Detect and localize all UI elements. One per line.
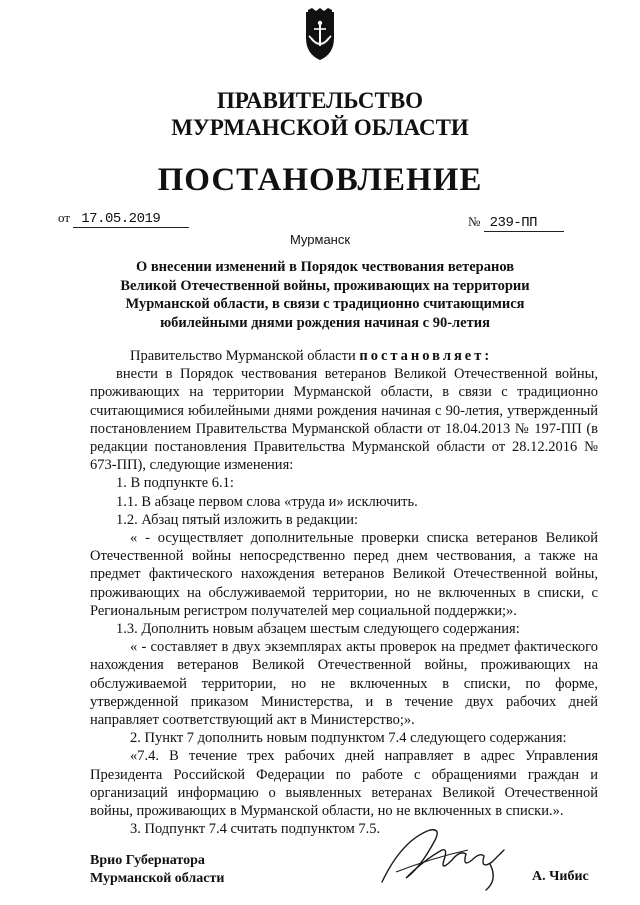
paragraph-6: 1.3. Дополнить новым абзацем шестым следующего содержания: [116,621,520,638]
preamble-emphasis: постановляет: [359,348,493,364]
org-name-line2: МУРМАНСКОЙ ОБЛАСТИ [171,115,469,140]
decree-subject: О внесении изменений в Порядок чествования ветеранов Великой Отечественной войны, проживающих на территории Мурманской области, в связи с традиционно считающимися юбилейными днями рождения начиная с 90-летия [120,259,530,331]
paragraph-9: «7.4. В течение трех рабочих дней направляет в адрес Управления Президента Российской Федерации по работе с обращениями граждан и организаций информацию о выявленных ветеранах Великой Отечественной войны, проживающих в Мурманской области, но не включенных в списки.». [90,748,598,820]
number-value: 239-ПП [484,215,564,232]
coat-of-arms-icon [300,8,340,62]
paragraph-10: 3. Подпункт 7.4 считать подпунктом 7.5. [130,821,381,838]
org-name-line1: ПРАВИТЕЛЬСТВО [216,88,424,113]
paragraph-4: 1.2. Абзац пятый изложить в редакции: [116,511,359,528]
signer-title [90,852,224,888]
signer-name: А. Чибис [532,869,589,884]
preamble [90,347,598,365]
handwritten-signature [372,820,522,892]
decree-title: ПОСТАНОВЛЕНИЕ [157,162,483,198]
paragraph-1: внести в Порядок чествования ветеранов Великой Отечественной войны, проживающих на территории Мурманской области, в связи с традиционно считающимися юбилейными днями рождения начиная с 90-летия, утвержденный постановлением Правительства Мурманской области от 18.04.2013 № 197-ПП (в редакции постановления Правительства Мурманской области от 28.12.2016 № 673-ПП), следующие изменения: [90,366,598,474]
paragraph-2: 1. В подпункте 6.1: [116,475,234,492]
number-field [468,214,564,232]
signer-title-line2: Мурманской области [90,871,225,886]
date-field [58,210,189,228]
city: Мурманск [289,232,351,247]
paragraph-3: 1.1. В абзаце первом слова «труда и» исключить. [116,493,418,510]
date-prefix: от [58,210,71,225]
signer-title-line1: Врио Губернатора [90,853,205,868]
paragraph-5: « - осуществляет дополнительные проверки списка ветеранов Великой Отечественной войны непосредственно перед днем чествования, а также на предмет фактического нахождения ветеранов Великой Отечественной войны, проживающих на обслуживаемой территории, но не включенных в списки, с Региональным регистром получателей мер социальной поддержки;». [90,530,598,619]
preamble-text: Правительство Мурманской области [130,348,360,364]
paragraph-8: 2. Пункт 7 дополнить новым подпунктом 7.4 следующего содержания: [130,730,567,747]
date-value: 17.05.2019 [73,211,189,228]
number-prefix: № [468,214,481,229]
paragraph-7: « - составляет в двух экземплярах акты проверок на предмет фактического нахождения ветеранов Великой Отечественной войны, проживающих на обслуживаемой территории, но не включенных в списки, по форме, утвержденной приказом Министерства, и в течение двух рабочих дней направляет соответствующий акт в Министерство;». [90,639,598,729]
decree-body [90,347,598,838]
